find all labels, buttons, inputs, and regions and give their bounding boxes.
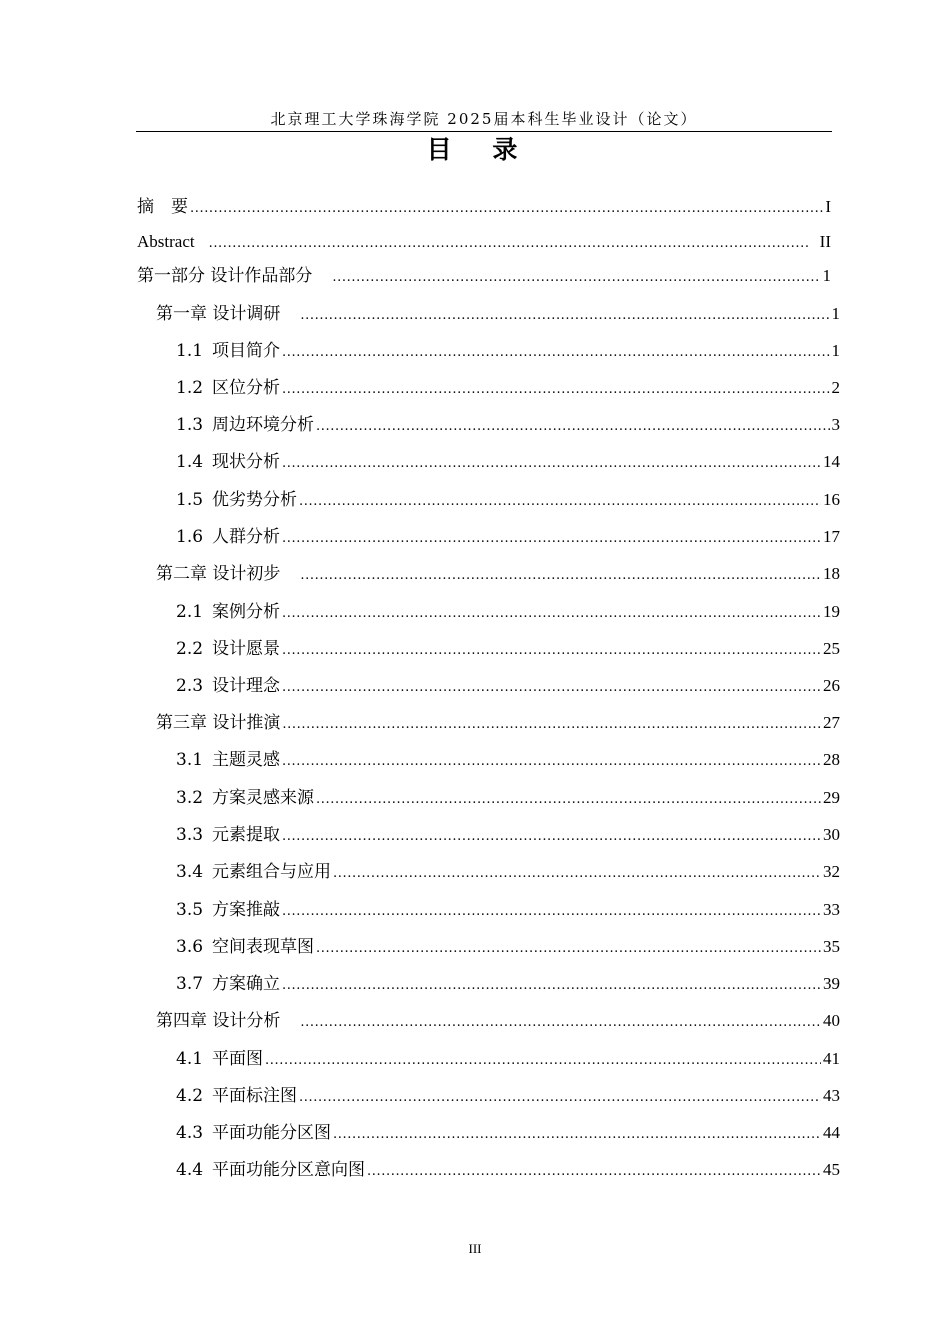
- toc-entry-label: 现状分析: [212, 452, 281, 472]
- toc-entry-section[interactable]: [176, 449, 840, 475]
- toc-leader: [190, 196, 823, 222]
- toc-entry-abstract-cn[interactable]: [137, 194, 831, 220]
- toc-title: 目 录: [426, 135, 534, 164]
- toc-entry-number: 4.2: [176, 1086, 204, 1106]
- toc-leader: [316, 414, 829, 440]
- toc-entry-number: 1.1: [176, 341, 204, 361]
- toc-entry-label: 优劣势分析: [212, 490, 298, 510]
- toc-entry-page: 3: [831, 415, 840, 434]
- toc-entry-page: 1: [831, 341, 840, 360]
- toc-entry-abstract-en[interactable]: [137, 229, 831, 255]
- toc-entry-section[interactable]: [176, 1157, 840, 1183]
- toc-entry-page: 33: [823, 900, 840, 919]
- toc-entry-section[interactable]: [176, 785, 840, 811]
- toc-entry-number: 4.3: [176, 1123, 204, 1143]
- toc-entry-page: 43: [823, 1086, 840, 1105]
- toc-entry-page: 32: [823, 862, 840, 881]
- toc-entry-page: 44: [823, 1123, 840, 1142]
- toc-entry-section[interactable]: [176, 934, 840, 960]
- toc-entry-page: 39: [823, 974, 840, 993]
- toc-entry-number: 3.2: [176, 788, 204, 808]
- toc-entry-page: 2: [831, 378, 840, 397]
- toc-entry-section[interactable]: [176, 1083, 840, 1109]
- toc-leader: [300, 563, 821, 589]
- toc-entry-section[interactable]: [176, 636, 840, 662]
- toc-entry-chapter-3[interactable]: [156, 710, 840, 736]
- toc-entry-label: 第一部分 设计作品部分: [137, 266, 313, 286]
- toc-entry-label: 设计理念: [212, 676, 281, 696]
- toc-leader: [299, 1085, 821, 1111]
- toc-entry-label: 方案灵感来源: [212, 788, 315, 808]
- toc-entry-section[interactable]: [176, 859, 840, 885]
- toc-entry-section[interactable]: [176, 599, 840, 625]
- toc-entry-page: 25: [823, 639, 840, 658]
- toc-entry-page: 41: [823, 1049, 840, 1068]
- toc-entry-label: 区位分析: [212, 378, 281, 398]
- toc-entry-section[interactable]: [176, 524, 840, 550]
- toc-entry-chapter-4[interactable]: [156, 1008, 840, 1034]
- toc-entry-number: 4.4: [176, 1160, 204, 1180]
- toc-entry-number: 3.5: [176, 900, 204, 920]
- toc-entry-number: 1.5: [176, 490, 204, 510]
- toc-entry-label: 平面功能分区意向图: [212, 1160, 366, 1180]
- toc-leader: [333, 1122, 821, 1148]
- toc-entry-section[interactable]: [176, 338, 840, 364]
- toc-entry-label: 第三章 设计推演: [156, 713, 281, 733]
- toc-leader: [299, 489, 821, 515]
- toc-entry-number: 1.6: [176, 527, 204, 547]
- toc-entry-section[interactable]: [176, 822, 840, 848]
- toc-leader: [282, 526, 821, 552]
- toc-entry-label: 第一章 设计调研: [156, 304, 281, 324]
- toc-entry-section[interactable]: [176, 971, 840, 997]
- toc-entry-page: 14: [823, 452, 840, 471]
- toc-entry-section[interactable]: [176, 897, 840, 923]
- toc-entry-number: 2.1: [176, 602, 204, 622]
- toc-entry-page: II: [819, 232, 831, 251]
- toc-entry-number: 2.2: [176, 639, 204, 659]
- toc-entry-page: 19: [823, 602, 840, 621]
- toc-entry-page: 35: [823, 937, 840, 956]
- toc-leader: [316, 787, 821, 813]
- toc-leader: [300, 303, 829, 329]
- toc-entry-label: 设计愿景: [212, 639, 281, 659]
- toc-leader: [316, 936, 821, 962]
- toc-entry-section[interactable]: [176, 1120, 840, 1146]
- toc-entry-label: 第四章 设计分析: [156, 1011, 281, 1031]
- toc-entry-part-1[interactable]: [137, 263, 831, 289]
- toc-entry-number: 3.6: [176, 937, 204, 957]
- toc-leader: [282, 601, 821, 627]
- toc-leader: [282, 638, 821, 664]
- toc-leader: [282, 340, 829, 366]
- toc-entry-section[interactable]: [176, 673, 840, 699]
- toc-entry-number: 1.4: [176, 452, 204, 472]
- toc-entry-section[interactable]: [176, 747, 840, 773]
- toc-leader: [333, 861, 821, 887]
- toc-entry-number: 1.2: [176, 378, 204, 398]
- toc-leader: [265, 1048, 821, 1074]
- toc-entry-label: 第二章 设计初步: [156, 564, 281, 584]
- toc-leader: [282, 973, 821, 999]
- toc-entry-chapter-2[interactable]: [156, 561, 840, 587]
- toc-entry-page: 45: [823, 1160, 840, 1179]
- toc-leader: [209, 231, 808, 257]
- toc-entry-label: 摘 要: [137, 197, 188, 217]
- toc-leader: [282, 749, 821, 775]
- toc-entry-label: 元素提取: [212, 825, 281, 845]
- toc-entry-label: 人群分析: [212, 527, 281, 547]
- toc-entry-number: 4.1: [176, 1049, 204, 1069]
- toc-entry-section[interactable]: [176, 487, 840, 513]
- toc-entry-section[interactable]: [176, 1046, 840, 1072]
- page-number: III: [468, 1241, 482, 1256]
- toc-entry-section[interactable]: [176, 375, 840, 401]
- toc-entry-label: 平面功能分区图: [212, 1123, 332, 1143]
- toc-entry-label: 元素组合与应用: [212, 862, 332, 882]
- toc-leader: [282, 712, 821, 738]
- toc-entry-label: 空间表现草图: [212, 937, 315, 957]
- toc-entry-page: 40: [823, 1011, 840, 1030]
- toc-entry-chapter-1[interactable]: [156, 301, 840, 327]
- toc-entry-label: 平面图: [212, 1049, 264, 1069]
- toc-entry-page: 26: [823, 676, 840, 695]
- toc-entry-page: 29: [823, 788, 840, 807]
- toc-entry-page: 30: [823, 825, 840, 844]
- toc-entry-page: 18: [823, 564, 840, 583]
- toc-entry-label: 方案确立: [212, 974, 281, 994]
- toc-entry-number: 3.4: [176, 862, 204, 882]
- toc-entry-number: 1.3: [176, 415, 204, 435]
- toc-entry-number: 2.3: [176, 676, 204, 696]
- toc-entry-label: 方案推敲: [212, 900, 281, 920]
- toc-entry-page: 16: [823, 490, 840, 509]
- toc-leader: [282, 899, 821, 925]
- toc-leader: [282, 824, 821, 850]
- toc-entry-page: 1: [831, 304, 840, 323]
- toc-entry-label: Abstract: [137, 232, 195, 251]
- toc-leader: [282, 451, 821, 477]
- toc-entry-label: 平面标注图: [212, 1086, 298, 1106]
- toc-entry-label: 主题灵感: [212, 750, 281, 770]
- toc-entry-page: I: [825, 197, 831, 216]
- toc-entry-page: 28: [823, 750, 840, 769]
- toc-entry-label: 周边环境分析: [212, 415, 315, 435]
- toc-entry-page: 27: [823, 713, 840, 732]
- toc-entry-number: 3.3: [176, 825, 204, 845]
- toc-entry-section[interactable]: [176, 412, 840, 438]
- toc-leader: [282, 675, 821, 701]
- toc-leader: [367, 1159, 821, 1185]
- toc-leader: [332, 265, 820, 291]
- toc-entry-number: 3.7: [176, 974, 204, 994]
- toc-entry-label: 案例分析: [212, 602, 281, 622]
- running-header: 北京理工大学珠海学院 2025届本科生毕业设计（论文）: [270, 110, 698, 128]
- toc-entry-label: 项目简介: [212, 341, 281, 361]
- toc-leader: [300, 1010, 821, 1036]
- toc-leader: [282, 377, 829, 403]
- toc-entry-page: 17: [823, 527, 840, 546]
- toc-entry-number: 3.1: [176, 750, 204, 770]
- toc-entry-page: 1: [822, 266, 831, 285]
